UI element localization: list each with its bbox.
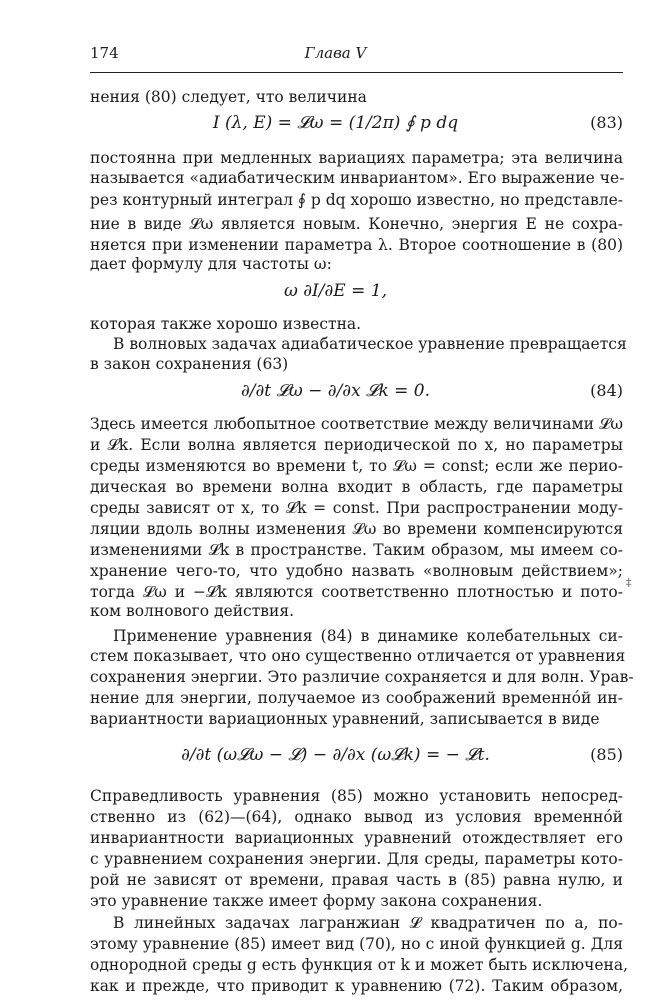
text-line: хранение чего-то, что удобно назвать «волновым действием»;	[90, 562, 623, 580]
text-line: тогда 𝓛ω и −𝓛k являются соответственно плотностью и пото-	[90, 583, 623, 601]
text-line: нение для энергии, получаемое из соображений временно́й ин-	[90, 689, 623, 707]
text-line: среды зависят от x, то 𝓛k = const. При распространении моду-	[90, 499, 623, 517]
text-line: нения (80) следует, что величина	[90, 88, 367, 106]
text-line: постоянна при медленных вариациях параметра; эта величина	[90, 149, 623, 167]
text-line: однородной среды g есть функция от k и может быть исключена,	[90, 956, 629, 974]
text-line: это уравнение также имеет форму закона сохранения.	[90, 892, 543, 910]
equation-84: ∂/∂t 𝓛ω − ∂/∂x 𝓛k = 0.	[240, 381, 431, 401]
text-line: ственно из (62)—(64), однако вывод из условия временно́й	[90, 808, 623, 826]
text-line: ком волнового действия.	[90, 602, 295, 620]
header-rule	[90, 72, 623, 73]
text-line: и 𝓛k. Если волна является периодической по x, но параметры	[90, 436, 623, 454]
text-line: Применение уравнения (84) в динамике колебательных си-	[113, 627, 623, 645]
equation-number-85: (85)	[590, 745, 623, 764]
text-line: няется при изменении параметра λ. Второе соотношение в (80)	[90, 236, 623, 254]
equation-omega: ω ∂I/∂E = 1,	[284, 281, 387, 301]
text-line: сохранения энергии. Это различие сохраняется и для волн. Урав-	[90, 668, 634, 686]
text-line: дическая во времени волна входит в область, где параметры	[90, 478, 623, 496]
text-line: этому уравнение (85) имеет вид (70), но с иной функцией g. Для	[90, 935, 623, 953]
equation-83: I (λ, E) = 𝓛ω = (1/2π) ∮ p dq	[212, 113, 459, 133]
text-line: изменениями 𝓛k в пространстве. Таким образом, мы имеем со-	[90, 541, 623, 559]
text-line: инвариантности вариационных уравнений отождествляет его	[90, 829, 623, 847]
text-line: как и прежде, что приводит к уравнению (72). Таким образом,	[90, 977, 623, 995]
text-line: Справедливость уравнения (85) можно установить непосред-	[90, 787, 623, 805]
equation-85: ∂/∂t (ω𝓛ω − 𝓛) − ∂/∂x (ω𝓛k) = − 𝓛t.	[181, 745, 490, 765]
text-line: В волновых задачах адиабатическое уравнение превращается	[113, 335, 627, 353]
text-line: среды изменяются во времени t, то 𝓛ω = const; если же перио-	[90, 457, 623, 475]
text-line: ляции вдоль волны изменения 𝓛ω во времени компенсируются	[90, 520, 623, 538]
text-line: рой не зависят от времени, правая часть в (85) равна нулю, и	[90, 871, 623, 889]
page-number: 174	[90, 44, 119, 62]
text-line: ние в виде 𝓛ω является новым. Конечно, энергия E не сохра-	[90, 215, 623, 233]
text-line: вариантности вариационных уравнений, записывается в виде	[90, 710, 600, 728]
text-line: которая также хорошо известна.	[90, 315, 362, 333]
text-line: стем показывает, что оно существенно отличается от уравнения	[90, 647, 626, 665]
equation-number-83: (83)	[590, 113, 623, 132]
text-line: называется «адиабатическим инвариантом». Его выражение че-	[90, 169, 625, 187]
text-line: рез контурный интеграл ∮ p dq хорошо известно, но представле-	[90, 191, 623, 209]
text-line: дает формулу для частоты ω:	[90, 255, 332, 273]
margin-mark: ‡	[626, 576, 632, 589]
equation-number-84: (84)	[590, 381, 623, 400]
running-header: Глава V	[304, 44, 367, 62]
text-line: Здесь имеется любопытное соответствие между величинами 𝓛ω	[90, 415, 623, 433]
text-line: в закон сохранения (63)	[90, 355, 289, 373]
text-line: с уравнением сохранения энергии. Для среды, параметры кото-	[90, 850, 623, 868]
text-line: В линейных задачах лагранжиан 𝓛 квадратичен по a, по-	[113, 914, 623, 932]
